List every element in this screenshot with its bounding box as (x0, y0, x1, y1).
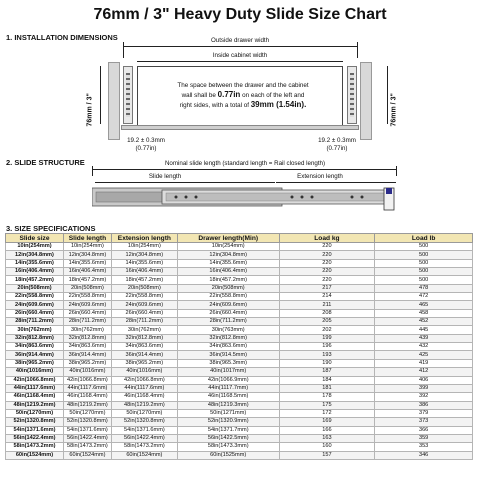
cell-load-kg: 217 (279, 284, 375, 292)
cell-slide-length: 16in(406.4mm) (63, 268, 111, 276)
cell-slide-size: 14in(355.6mm) (6, 259, 64, 267)
table-row (6, 268, 473, 276)
cell-load-kg: 220 (279, 259, 375, 267)
cell-load-lb: 500 (375, 259, 473, 267)
inside-width-label: Inside cabinet width (212, 52, 268, 59)
table-row (6, 343, 473, 351)
nominal-length-label: Nominal slide length (standard length = Rail closed length) (164, 160, 326, 167)
gap-left-mm: 19.2 ± 0.3mm (127, 137, 165, 144)
cell-load-kg: 205 (279, 318, 375, 326)
table-row (6, 418, 473, 426)
cell-load-lb: 472 (375, 293, 473, 301)
cell-drawer-length: 52in(1320.9mm) (177, 418, 279, 426)
cell-slide-length: 26in(660.4mm) (63, 309, 111, 317)
cell-slide-size: 24in(609.6mm) (6, 301, 64, 309)
cell-slide-size: 12in(304.8mm) (6, 251, 64, 259)
cell-slide-size: 56in(1422.4mm) (6, 434, 64, 442)
cell-drawer-length: 24in(609.6mm) (177, 301, 279, 309)
table-row (6, 293, 473, 301)
cell-load-lb: 452 (375, 318, 473, 326)
header-drawer-length: Drawer length(Min) (177, 234, 279, 243)
cell-slide-length: 56in(1422.4mm) (63, 434, 111, 442)
cell-drawer-length: 36in(914.5mm) (177, 351, 279, 359)
cell-extension-length: 14in(355.6mm) (111, 259, 177, 267)
nominal-tick-left (92, 166, 93, 176)
cell-drawer-length: 38in(965.3mm) (177, 359, 279, 367)
cell-load-lb: 359 (375, 434, 473, 442)
cell-load-lb: 500 (375, 251, 473, 259)
size-spec-table (5, 233, 473, 460)
cell-drawer-length: 18in(457.2mm) (177, 276, 279, 284)
cell-drawer-length: 50in(1271mm) (177, 409, 279, 417)
cell-load-kg: 199 (279, 334, 375, 342)
cell-extension-length: 48in(1219.2mm) (111, 401, 177, 409)
cell-load-kg: 187 (279, 368, 375, 376)
cell-drawer-length: 58in(1473.3mm) (177, 443, 279, 451)
slide-rail-right (347, 66, 357, 124)
cell-extension-length: 10in(254mm) (111, 243, 177, 251)
cell-load-kg: 193 (279, 351, 375, 359)
cell-extension-length: 12in(304.8mm) (111, 251, 177, 259)
cell-load-lb: 412 (375, 368, 473, 376)
cell-slide-size: 54in(1371.6mm) (6, 426, 64, 434)
cell-drawer-length: 56in(1422.5mm) (177, 434, 279, 442)
cell-slide-length: 40in(1016mm) (63, 368, 111, 376)
drawer-bottom-bar (121, 125, 359, 130)
cell-load-kg: 181 (279, 384, 375, 392)
cell-load-kg: 208 (279, 309, 375, 317)
cell-slide-size: 48in(1219.2mm) (6, 401, 64, 409)
header-load-lb: Load lb (375, 234, 473, 243)
cell-extension-length: 42in(1066.8mm) (111, 376, 177, 384)
note-line-3: right sides, with a total of 39mm (1.54in). (179, 100, 307, 109)
cell-extension-length: 26in(660.4mm) (111, 309, 177, 317)
cell-extension-length: 50in(1270mm) (111, 409, 177, 417)
cell-extension-length: 24in(609.6mm) (111, 301, 177, 309)
cell-slide-size: 60in(1524mm) (6, 451, 64, 459)
cell-slide-size: 30in(762mm) (6, 326, 64, 334)
cell-slide-size: 32in(812.8mm) (6, 334, 64, 342)
cell-slide-size: 26in(660.4mm) (6, 309, 64, 317)
cell-load-kg: 220 (279, 268, 375, 276)
cell-load-lb: 478 (375, 284, 473, 292)
header-slide-size: Slide size (6, 234, 64, 243)
table-row (6, 309, 473, 317)
cell-drawer-length: 26in(660.4mm) (177, 309, 279, 317)
cell-slide-length: 36in(914.4mm) (63, 351, 111, 359)
cell-slide-length: 54in(1371.6mm) (63, 426, 111, 434)
cell-extension-length: 18in(457.2mm) (111, 276, 177, 284)
cell-slide-length: 30in(762mm) (63, 326, 111, 334)
cell-drawer-length: 22in(558.8mm) (177, 293, 279, 301)
table-row (6, 334, 473, 342)
cell-slide-length: 38in(965.2mm) (63, 359, 111, 367)
cell-load-kg: 175 (279, 401, 375, 409)
cell-slide-size: 20in(508mm) (6, 284, 64, 292)
cell-load-kg: 214 (279, 293, 375, 301)
cell-slide-length: 34in(863.6mm) (63, 343, 111, 351)
note-line-2: wall shall be 0.77in on each of the left and (181, 90, 305, 99)
page-title: 76mm / 3" Heavy Duty Slide Size Chart (93, 6, 387, 23)
outside-width-label: Outside drawer width (210, 37, 270, 44)
cell-load-lb: 386 (375, 401, 473, 409)
cell-slide-length: 24in(609.6mm) (63, 301, 111, 309)
cell-extension-length: 54in(1371.6mm) (111, 426, 177, 434)
cell-extension-length: 22in(558.8mm) (111, 293, 177, 301)
cell-slide-size: 16in(406.4mm) (6, 268, 64, 276)
cell-load-kg: 202 (279, 326, 375, 334)
cell-drawer-length: 34in(863.6mm) (177, 343, 279, 351)
cell-slide-length: 52in(1320.8mm) (63, 418, 111, 426)
cell-load-lb: 399 (375, 384, 473, 392)
cell-slide-length: 22in(558.8mm) (63, 293, 111, 301)
cell-drawer-length: 20in(508mm) (177, 284, 279, 292)
cell-slide-length: 10in(254mm) (63, 243, 111, 251)
section-heading-installation: 1. INSTALLATION DIMENSIONS (6, 33, 118, 42)
header-extension-length: Extension length (111, 234, 177, 243)
table-row (6, 451, 473, 459)
cell-load-kg: 172 (279, 409, 375, 417)
cell-extension-length: 52in(1320.8mm) (111, 418, 177, 426)
outside-width-line (123, 46, 357, 47)
cell-load-kg: 157 (279, 451, 375, 459)
cell-load-lb: 425 (375, 351, 473, 359)
cell-slide-size: 40in(1016mm) (6, 368, 64, 376)
table-row (6, 301, 473, 309)
table-row (6, 434, 473, 442)
table-row (6, 409, 473, 417)
cell-slide-length: 46in(1168.4mm) (63, 393, 111, 401)
height-line-right (387, 66, 388, 124)
cell-slide-length: 48in(1219.2mm) (63, 401, 111, 409)
cell-slide-size: 50in(1270mm) (6, 409, 64, 417)
cell-load-lb: 346 (375, 451, 473, 459)
cell-slide-size: 10in(254mm) (6, 243, 64, 251)
cell-load-lb: 458 (375, 309, 473, 317)
cell-drawer-length: 30in(763mm) (177, 326, 279, 334)
cell-drawer-length: 44in(1117.7mm) (177, 384, 279, 392)
cell-slide-length: 14in(355.6mm) (63, 259, 111, 267)
cell-slide-length: 20in(508mm) (63, 284, 111, 292)
cell-slide-size: 38in(965.2mm) (6, 359, 64, 367)
note-line-1: The space between the drawer and the cabinet (177, 82, 309, 89)
cell-slide-length: 32in(812.8mm) (63, 334, 111, 342)
cell-extension-length: 34in(863.6mm) (111, 343, 177, 351)
cell-slide-size: 52in(1320.8mm) (6, 418, 64, 426)
table-header-row (6, 234, 473, 243)
spacing-note (168, 81, 318, 110)
cell-slide-size: 36in(914.4mm) (6, 351, 64, 359)
cell-drawer-length: 16in(406.4mm) (177, 268, 279, 276)
table-row (6, 426, 473, 434)
height-label-right: 76mm / 3" (390, 93, 398, 127)
table-row (6, 326, 473, 334)
cell-load-lb: 445 (375, 326, 473, 334)
cell-drawer-length: 12in(304.8mm) (177, 251, 279, 259)
cell-slide-length: 18in(457.2mm) (63, 276, 111, 284)
cell-slide-length: 58in(1473.2mm) (63, 443, 111, 451)
cell-slide-length: 60in(1524mm) (63, 451, 111, 459)
cell-load-kg: 196 (279, 343, 375, 351)
cell-drawer-length: 32in(812.8mm) (177, 334, 279, 342)
cell-drawer-length: 28in(711.2mm) (177, 318, 279, 326)
cell-load-lb: 366 (375, 426, 473, 434)
nominal-tick-right (396, 166, 397, 176)
cell-load-kg: 190 (279, 359, 375, 367)
cell-load-lb: 465 (375, 301, 473, 309)
cell-load-lb: 419 (375, 359, 473, 367)
cell-load-kg: 220 (279, 243, 375, 251)
outside-width-tick-right (357, 42, 358, 58)
cell-extension-length: 30in(762mm) (111, 326, 177, 334)
cell-load-lb: 392 (375, 393, 473, 401)
table-row (6, 251, 473, 259)
cell-load-kg: 220 (279, 276, 375, 284)
cell-load-lb: 500 (375, 243, 473, 251)
slide-rail-illustration (92, 184, 396, 214)
table-row (6, 393, 473, 401)
cell-slide-size: 28in(711.2mm) (6, 318, 64, 326)
gap-right-mm: 19.2 ± 0.3mm (318, 137, 356, 144)
height-label-left: 76mm / 3" (86, 93, 94, 127)
cell-slide-size: 58in(1473.2mm) (6, 443, 64, 451)
cell-load-kg: 160 (279, 443, 375, 451)
section-heading-structure: 2. SLIDE STRUCTURE (6, 158, 85, 167)
header-load-kg: Load kg (279, 234, 375, 243)
cell-load-lb: 500 (375, 276, 473, 284)
cell-drawer-length: 14in(355.6mm) (177, 259, 279, 267)
cell-slide-length: 50in(1270mm) (63, 409, 111, 417)
header-slide-length: Slide length (63, 234, 111, 243)
note-value-gap: 0.77in (217, 90, 241, 99)
table-row (6, 243, 473, 251)
cell-load-lb: 373 (375, 418, 473, 426)
cell-drawer-length: 40in(1017mm) (177, 368, 279, 376)
cell-load-kg: 211 (279, 301, 375, 309)
cell-extension-length: 20in(508mm) (111, 284, 177, 292)
cell-extension-length: 40in(1016mm) (111, 368, 177, 376)
slide-length-label: Slide length (148, 173, 182, 180)
table-row (6, 276, 473, 284)
slide-rail-left (123, 66, 133, 124)
nominal-length-line (92, 169, 396, 170)
cell-load-kg: 169 (279, 418, 375, 426)
cell-load-lb: 379 (375, 409, 473, 417)
cell-drawer-length: 46in(1168.5mm) (177, 393, 279, 401)
extension-length-label: Extension length (297, 173, 343, 180)
cell-extension-length: 28in(711.2mm) (111, 318, 177, 326)
table-row (6, 359, 473, 367)
cell-load-kg: 178 (279, 393, 375, 401)
cell-load-lb: 500 (375, 268, 473, 276)
slide-length-line (95, 182, 275, 183)
cell-load-lb: 432 (375, 343, 473, 351)
cell-extension-length: 36in(914.4mm) (111, 351, 177, 359)
cell-load-lb: 439 (375, 334, 473, 342)
cell-extension-length: 60in(1524mm) (111, 451, 177, 459)
cell-slide-size: 18in(457.2mm) (6, 276, 64, 284)
section-heading-specifications: 3. SIZE SPECIFICATIONS (6, 224, 96, 233)
cell-drawer-length: 42in(1066.9mm) (177, 376, 279, 384)
cell-load-kg: 166 (279, 426, 375, 434)
cell-drawer-length: 54in(1371.7mm) (177, 426, 279, 434)
table-row (6, 443, 473, 451)
table-row (6, 351, 473, 359)
cell-slide-size: 34in(863.6mm) (6, 343, 64, 351)
cell-slide-size: 44in(1117.6mm) (6, 384, 64, 392)
extension-length-line (276, 182, 396, 183)
table-row (6, 384, 473, 392)
cell-slide-size: 22in(558.8mm) (6, 293, 64, 301)
cell-slide-size: 46in(1168.4mm) (6, 393, 64, 401)
table-row (6, 401, 473, 409)
cell-slide-length: 28in(711.2mm) (63, 318, 111, 326)
cell-extension-length: 56in(1422.4mm) (111, 434, 177, 442)
note-value-total: 39mm (1.54in). (250, 100, 307, 109)
cabinet-wall-left (108, 62, 120, 140)
cell-extension-length: 44in(1117.6mm) (111, 384, 177, 392)
table-row (6, 376, 473, 384)
cell-load-kg: 163 (279, 434, 375, 442)
cell-extension-length: 16in(406.4mm) (111, 268, 177, 276)
cell-slide-size: 42in(1066.8mm) (6, 376, 64, 384)
cell-load-kg: 184 (279, 376, 375, 384)
cell-slide-length: 42in(1066.8mm) (63, 376, 111, 384)
cell-drawer-length: 48in(1219.3mm) (177, 401, 279, 409)
cell-extension-length: 32in(812.8mm) (111, 334, 177, 342)
cell-drawer-length: 60in(1525mm) (177, 451, 279, 459)
outside-width-tick-left (123, 42, 124, 58)
cell-load-lb: 406 (375, 376, 473, 384)
table-row (6, 259, 473, 267)
table-row (6, 318, 473, 326)
table-row (6, 284, 473, 292)
cell-load-kg: 220 (279, 251, 375, 259)
gap-right-in: (0.77in) (326, 145, 348, 152)
inside-width-line (137, 61, 343, 62)
table-row (6, 368, 473, 376)
cabinet-wall-right (360, 62, 372, 140)
cell-load-lb: 353 (375, 443, 473, 451)
cell-extension-length: 58in(1473.2mm) (111, 443, 177, 451)
cell-slide-length: 12in(304.8mm) (63, 251, 111, 259)
gap-left-in: (0.77in) (135, 145, 157, 152)
cell-drawer-length: 10in(254mm) (177, 243, 279, 251)
cell-slide-length: 44in(1117.6mm) (63, 384, 111, 392)
cell-extension-length: 46in(1168.4mm) (111, 393, 177, 401)
height-line-left (100, 66, 101, 124)
cell-extension-length: 38in(965.2mm) (111, 359, 177, 367)
